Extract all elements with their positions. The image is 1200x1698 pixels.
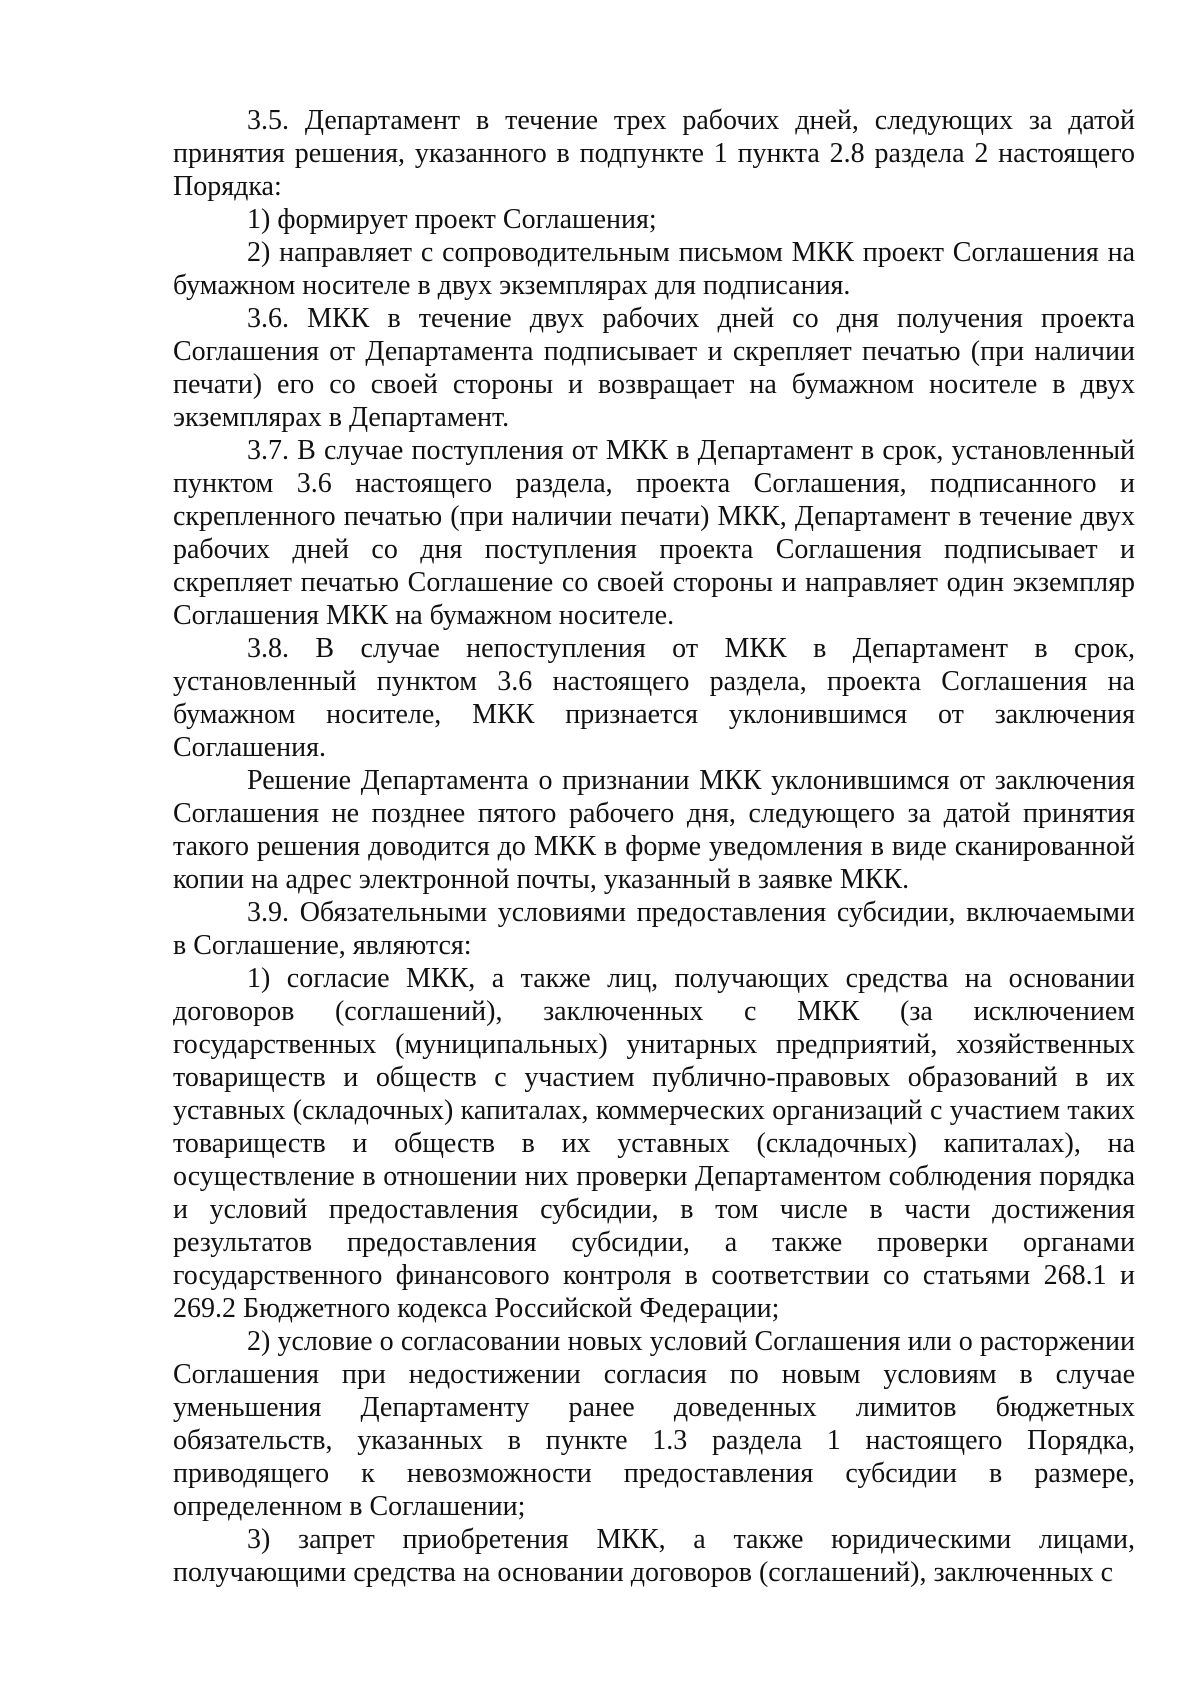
paragraph-3-6: 3.6. МКК в течение двух рабочих дней со дня получения проекта Соглашения от Департамента подписывает и скрепляет печатью (при наличии печати) его со своей стороны и возвращает на бумажном носителе в двух экземплярах в Департамент. [173, 303, 1135, 433]
paragraph-3-9: 3.9. Обязательными условиями предоставления субсидии, включаемыми в Соглашение, являются: [173, 897, 1135, 961]
paragraph-3-5: 3.5. Департамент в течение трех рабочих дней, следующих за датой принятия решения, указанного в подпункте 1 пункта 2.8 раздела 2 настоящего Порядка: [173, 105, 1135, 202]
paragraph-3-5-item-1: 1) формирует проект Соглашения; [247, 204, 657, 235]
paragraph-3-9-item-2: 2) условие о согласовании новых условий Соглашения или о расторжении Соглашения при недостижении согласия по новым условиям в случае уменьшения Департаменту ранее доведенных лимитов бюджетных обязательств, указанных в пункте 1.3 раздела 1 настоящего Порядка, приводящего к невозможности предоставления субсидии в размере, определенном в Соглашении; [173, 1326, 1135, 1522]
paragraph-3-7: 3.7. В случае поступления от МКК в Департамент в срок, установленный пунктом 3.6 настоящего раздела, проекта Соглашения, подписанного и скрепленного печатью (при наличии печати) МКК, Департамент в течение двух рабочих дней со дня поступления проекта Соглашения подписывает и скрепляет печатью Соглашение со своей стороны и направляет один экземпляр Соглашения МКК на бумажном носителе. [173, 435, 1135, 631]
document-page [173, 104, 1135, 1589]
paragraph-3-8-decision: Решение Департамента о признании МКК уклонившимся от заключения Соглашения не позднее пятого рабочего дня, следующего за датой принятия такого решения доводится до МКК в форме уведомления в виде сканированной копии на адрес электронной почты, указанный в заявке МКК. [173, 765, 1135, 895]
paragraph-3-8: 3.8. В случае непоступления от МКК в Департамент в срок, установленный пунктом 3.6 настоящего раздела, проекта Соглашения на бумажном носителе, МКК признается уклонившимся от заключения Соглашения. [173, 633, 1135, 763]
paragraph-3-5-item-2: 2) направляет с сопроводительным письмом МКК проект Соглашения на бумажном носителе в двух экземплярах для подписания. [173, 237, 1135, 301]
paragraph-3-9-item-1: 1) согласие МКК, а также лиц, получающих средства на основании договоров (соглашений), заключенных с МКК (за исключением государственных (муниципальных) унитарных предприятий, хозяйственных товариществ и обществ с участием публично-правовых образований в их уставных (складочных) капиталах, коммерческих организаций с участием таких товариществ и обществ в их уставных (складочных) капиталах), на осуществление в отношении них проверки Департаментом соблюдения порядка и условий предоставления субсидии, в том числе в части достижения результатов предоставления субсидии, а также проверки органами государственного финансового контроля в соответствии со статьями 268.1 и 269.2 Бюджетного кодекса Российской Федерации; [173, 963, 1135, 1324]
paragraph-3-9-item-3: 3) запрет приобретения МКК, а также юридическими лицами, получающими средства на основании договоров (соглашений), заключенных с [173, 1524, 1135, 1588]
